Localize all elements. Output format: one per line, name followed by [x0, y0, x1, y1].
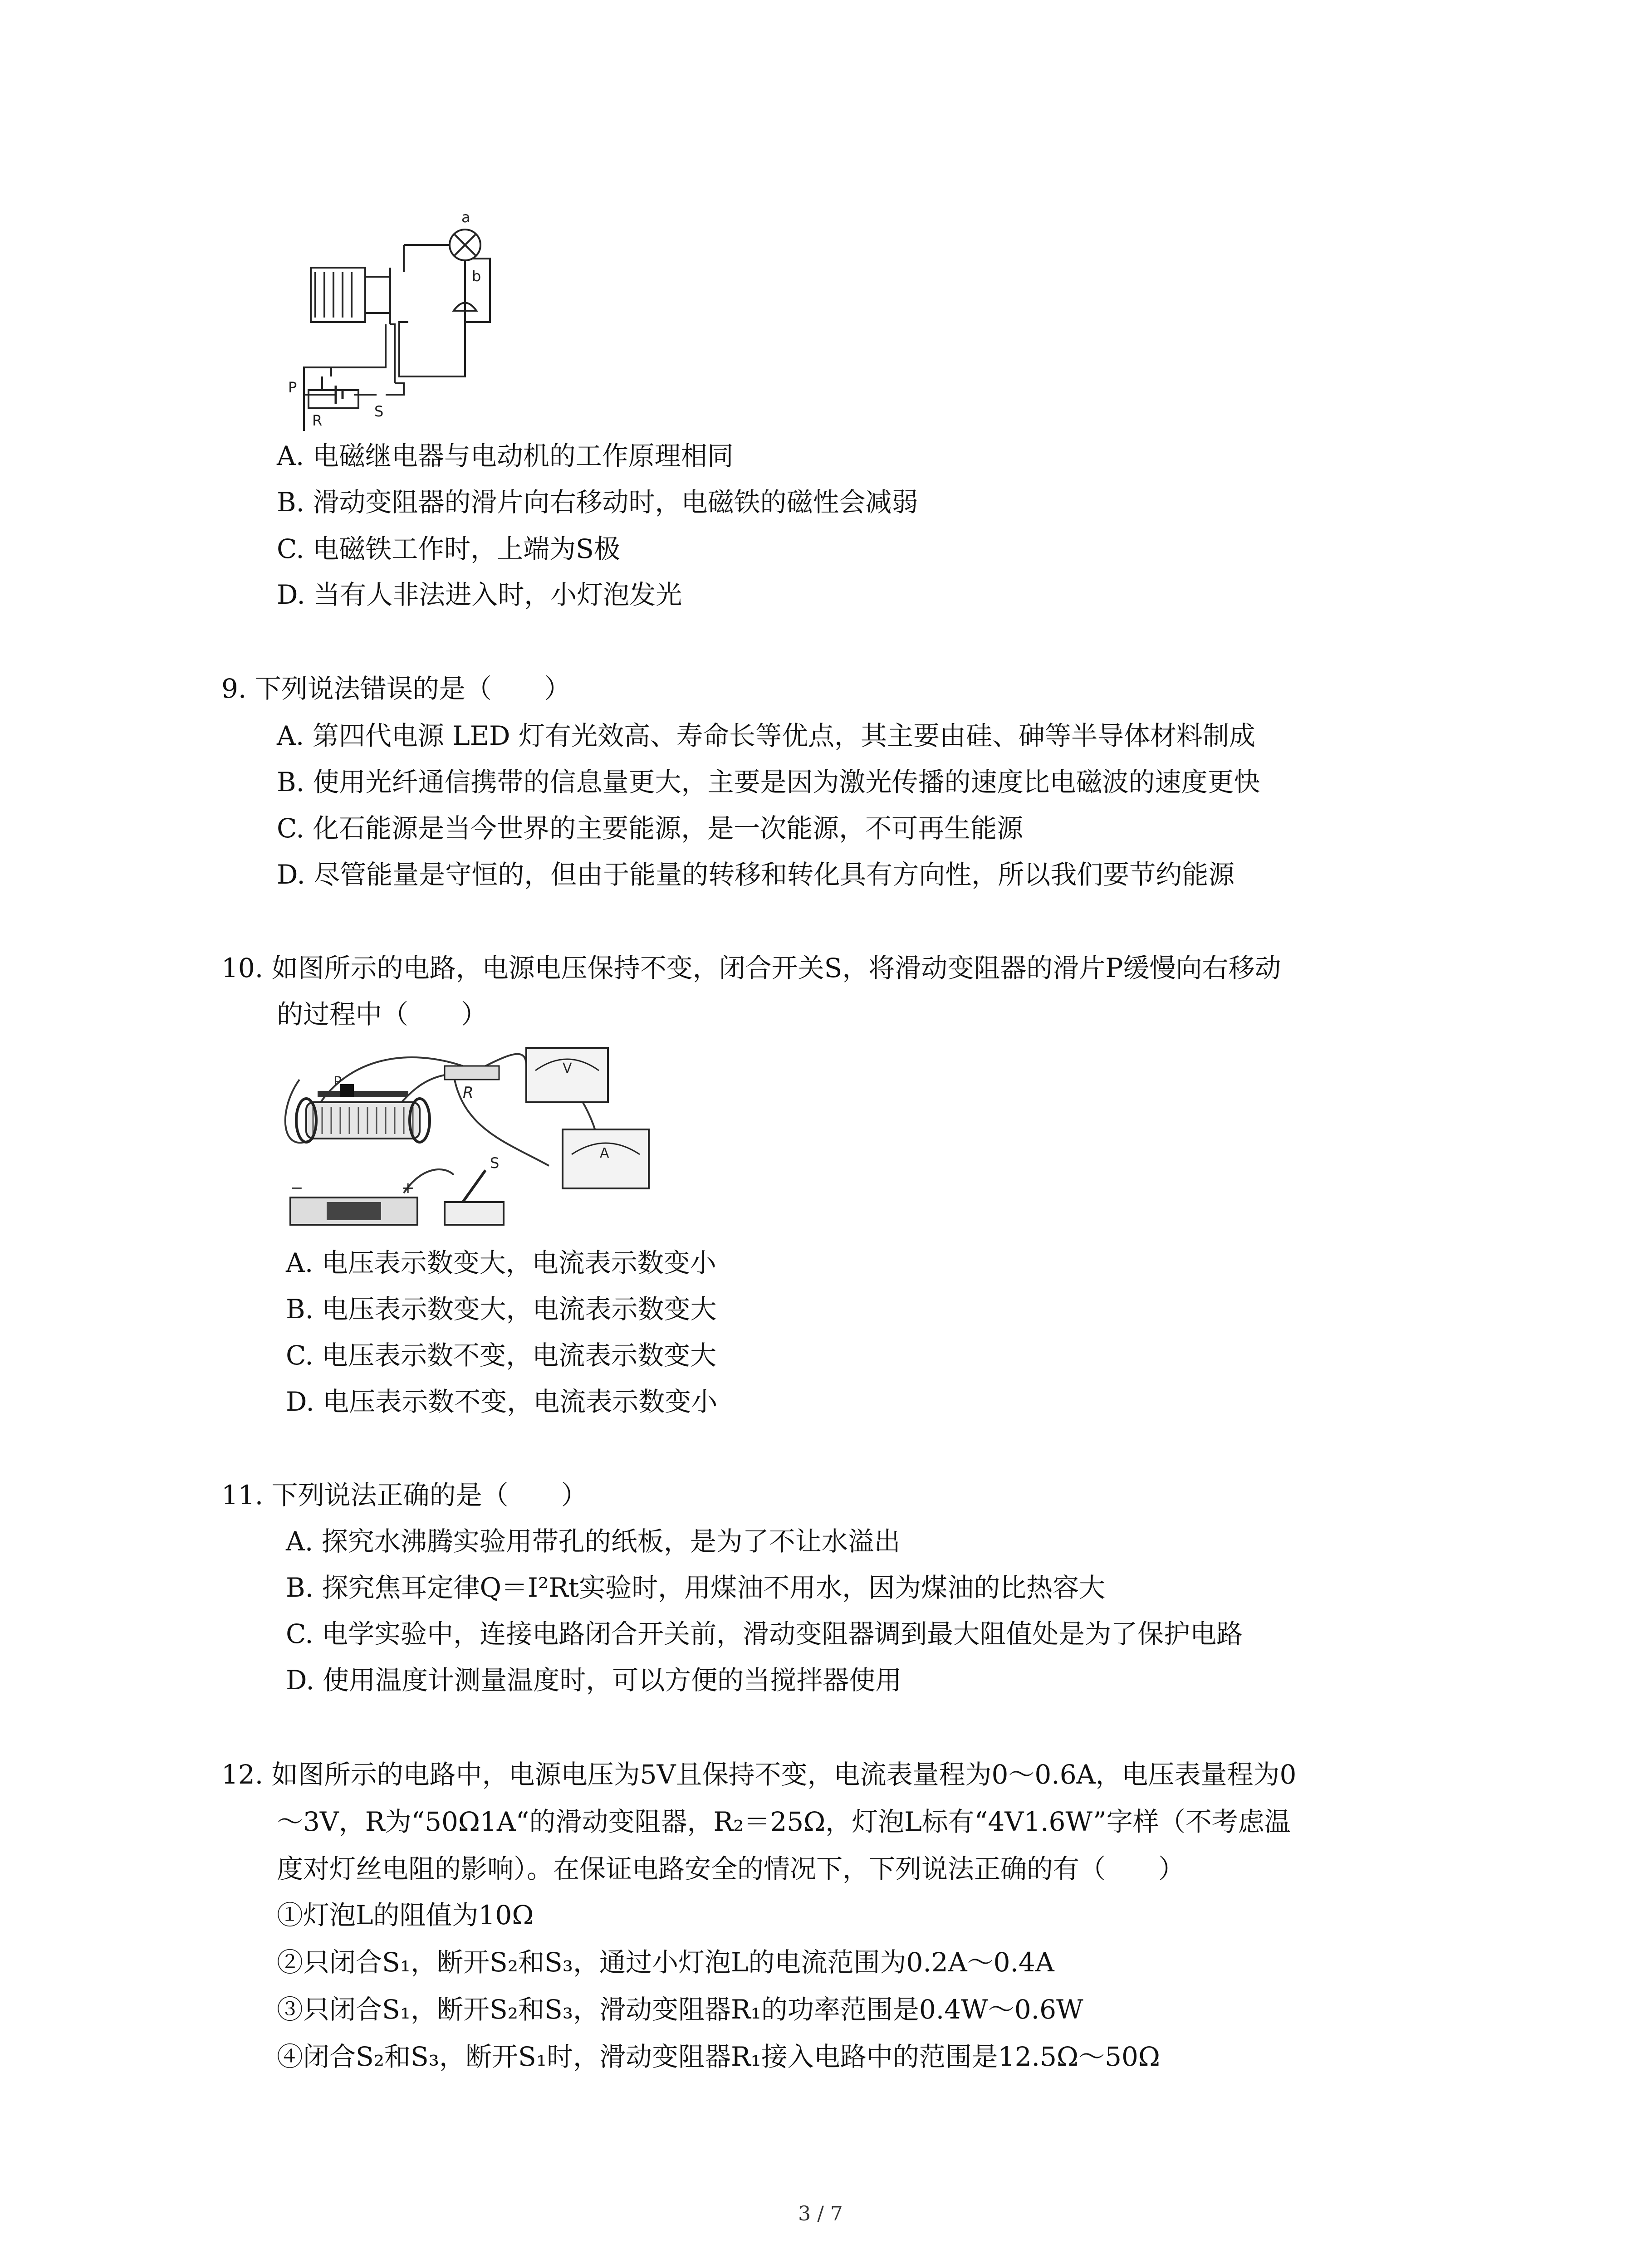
q10-option-a: A. 电压表示数变大，电流表示数变小: [286, 1247, 716, 1278]
q10-option-c: C. 电压表示数不变，电流表示数变大: [286, 1340, 717, 1371]
label-a: a: [461, 209, 470, 226]
q11-option-d: D. 使用温度计测量温度时，可以方便的当搅拌器使用: [286, 1665, 902, 1696]
q12-stem-line2: ～3V，R为“50Ω1A“的滑动变阻器，R₂＝25Ω，灯泡L标有“4V1.6W”字样（不考虑温: [277, 1806, 1291, 1837]
q9-option-b: B. 使用光纤通信携带的信息量更大，主要是因为激光传播的速度比电磁波的速度更快: [277, 767, 1260, 797]
fig10-label-a: A: [600, 1145, 609, 1161]
q12-item-2: ②只闭合S₁，断开S₂和S₃，通过小灯泡L的电流范围为0.2A～0.4A: [277, 1947, 1054, 1978]
q12-stem-line3: 度对灯丝电阻的影响）。在保证电路安全的情况下，下列说法正确的有（ ）: [277, 1853, 1185, 1884]
label-s: S: [374, 403, 384, 420]
relay-circuit-figure: [259, 204, 540, 431]
fig10-label-plus: +: [402, 1179, 415, 1197]
q9-option-c: C. 化石能源是当今世界的主要能源，是一次能源，不可再生能源: [277, 813, 1024, 844]
fig10-label-minus: −: [290, 1179, 304, 1197]
q10-option-b: B. 电压表示数变大，电流表示数变大: [286, 1294, 717, 1325]
q10-stem-line1: 10. 如图所示的电路，电源电压保持不变，闭合开关S，将滑动变阻器的滑片P缓慢向右移动: [221, 953, 1281, 983]
q12-item-1: ①灯泡L的阻值为10Ω: [277, 1900, 534, 1931]
physical-circuit-figure: [272, 1039, 658, 1238]
q9-option-a: A. 第四代电源 LED 灯有光效高、寿命长等优点，其主要由硅、砷等半导体材料制成: [277, 720, 1255, 751]
q9-stem: 9. 下列说法错误的是（ ）: [221, 673, 571, 704]
q12-item-3: ③只闭合S₁，断开S₂和S₃，滑动变阻器R₁的功率范围是0.4W～0.6W: [277, 1994, 1083, 2025]
fig10-label-s: S: [490, 1154, 500, 1172]
page-number: 3 / 7: [798, 2202, 843, 2225]
q8-option-b: B. 滑动变阻器的滑片向右移动时，电磁铁的磁性会减弱: [277, 487, 918, 518]
q9-option-d: D. 尽管能量是守恒的，但由于能量的转移和转化具有方向性，所以我们要节约能源: [277, 859, 1235, 890]
q11-option-b: B. 探究焦耳定律Q＝I²Rt实验时，用煤油不用水，因为煤油的比热容大: [286, 1572, 1106, 1603]
q8-option-d: D. 当有人非法进入时，小灯泡发光: [277, 579, 682, 610]
label-p: P: [288, 379, 297, 396]
q8-option-a: A. 电磁继电器与电动机的工作原理相同: [277, 440, 734, 471]
q11-stem: 11. 下列说法正确的是（ ）: [221, 1480, 588, 1510]
fig10-label-p: P: [333, 1074, 342, 1090]
q11-option-c: C. 电学实验中，连接电路闭合开关前，滑动变阻器调到最大阻值处是为了保护电路: [286, 1618, 1243, 1649]
fig10-label-r: R: [463, 1084, 474, 1102]
q11-option-a: A. 探究水沸腾实验用带孔的纸板，是为了不让水溢出: [286, 1526, 901, 1557]
q12-item-4: ④闭合S₂和S₃，断开S₁时，滑动变阻器R₁接入电路中的范围是12.5Ω～50Ω: [277, 2041, 1160, 2072]
label-r: R: [312, 412, 323, 429]
q10-stem-line2: 的过程中（ ）: [277, 999, 488, 1030]
q10-option-d: D. 电压表示数不变，电流表示数变小: [286, 1386, 718, 1417]
q12-stem-line1: 12. 如图所示的电路中，电源电压为5V且保持不变，电流表量程为0～0.6A，电压表量程为0: [221, 1759, 1297, 1790]
fig10-label-v: V: [563, 1061, 572, 1076]
q8-option-c: C. 电磁铁工作时，上端为S极: [277, 533, 620, 564]
label-b: b: [472, 268, 481, 285]
